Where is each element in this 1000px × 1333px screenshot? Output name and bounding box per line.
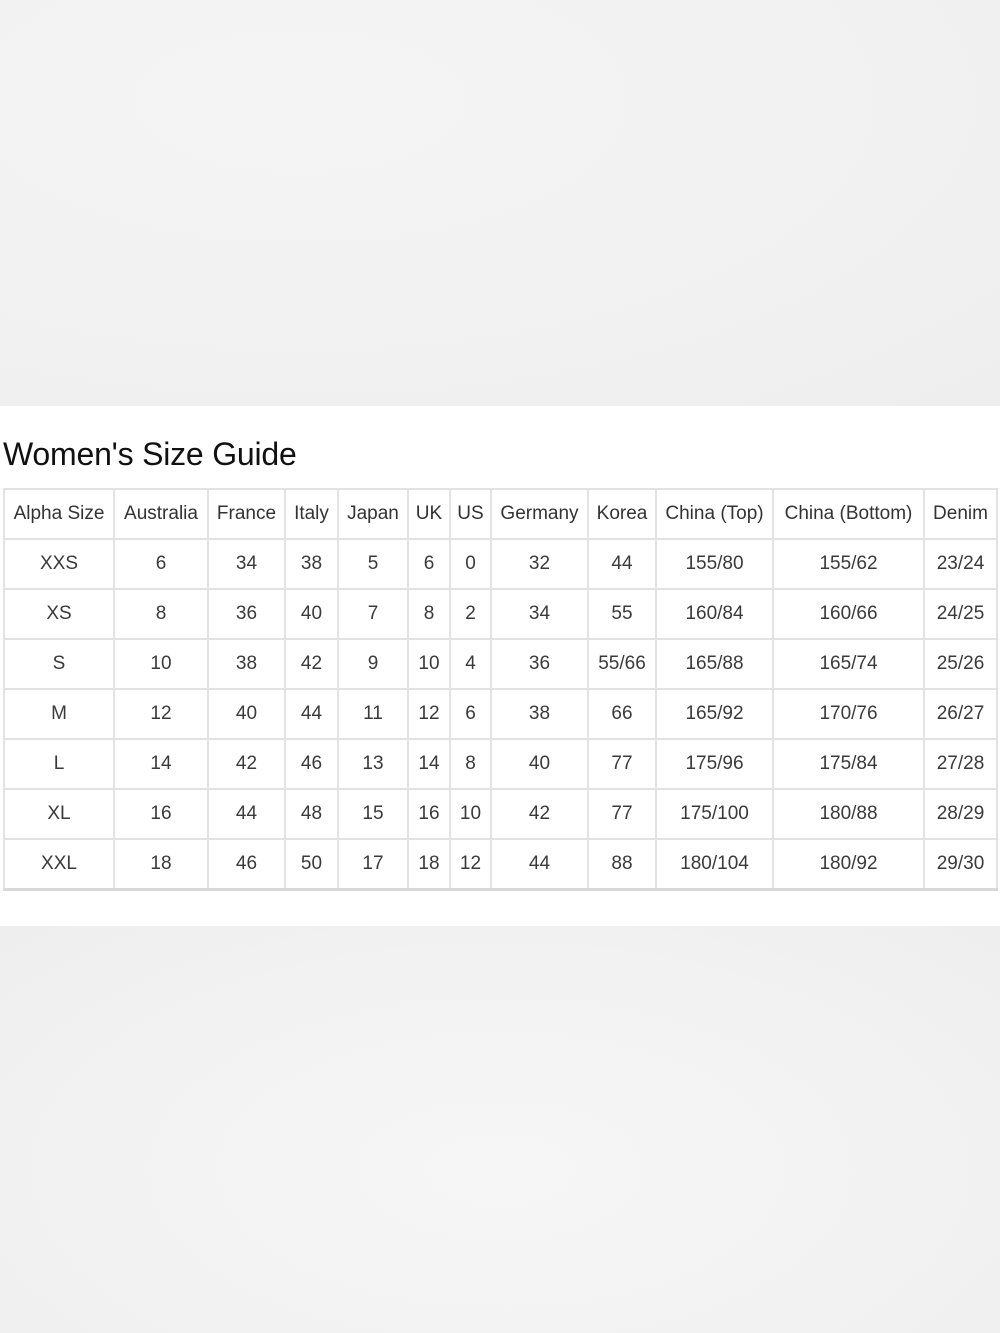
table-cell: 18 <box>114 839 208 890</box>
table-cell: 165/74 <box>773 639 924 689</box>
table-row <box>4 539 997 589</box>
table-cell: 16 <box>114 789 208 839</box>
table-cell: 180/88 <box>773 789 924 839</box>
table-cell: XL <box>4 789 114 839</box>
table-cell: 18 <box>408 839 450 890</box>
table-cell: L <box>4 739 114 789</box>
table-cell: 165/92 <box>656 689 773 739</box>
table-cell: 34 <box>208 539 285 589</box>
table-cell: 175/84 <box>773 739 924 789</box>
column-header-germany: Germany <box>491 489 588 539</box>
table-cell: 28/29 <box>924 789 997 839</box>
table-cell: 9 <box>338 639 408 689</box>
table-body <box>4 539 997 890</box>
table-row <box>4 689 997 739</box>
table-cell: 6 <box>450 689 491 739</box>
table-row <box>4 839 997 890</box>
table-header-row <box>4 489 997 539</box>
table-cell: 42 <box>208 739 285 789</box>
table-cell: 34 <box>491 589 588 639</box>
table-cell: 15 <box>338 789 408 839</box>
table-cell: 44 <box>208 789 285 839</box>
table-cell: 160/84 <box>656 589 773 639</box>
table-cell: 180/92 <box>773 839 924 890</box>
table-cell: 8 <box>450 739 491 789</box>
table-cell: 88 <box>588 839 656 890</box>
table-cell: 24/25 <box>924 589 997 639</box>
column-header-alpha-size: Alpha Size <box>4 489 114 539</box>
table-row <box>4 789 997 839</box>
table-cell: 77 <box>588 739 656 789</box>
table-cell: 38 <box>491 689 588 739</box>
table-cell: 42 <box>491 789 588 839</box>
bottom-background <box>0 926 1000 1333</box>
table-cell: 12 <box>450 839 491 890</box>
size-table <box>3 488 998 891</box>
table-cell: 23/24 <box>924 539 997 589</box>
table-cell: 25/26 <box>924 639 997 689</box>
page-title: Women's Size Guide <box>3 436 297 472</box>
table-cell: 13 <box>338 739 408 789</box>
table-cell: 40 <box>491 739 588 789</box>
table-cell: 27/28 <box>924 739 997 789</box>
table-cell: 44 <box>285 689 338 739</box>
table-cell: M <box>4 689 114 739</box>
table-cell: 40 <box>208 689 285 739</box>
table-cell: 14 <box>408 739 450 789</box>
column-header-france: France <box>208 489 285 539</box>
table-cell: 165/88 <box>656 639 773 689</box>
table-cell: 6 <box>114 539 208 589</box>
size-guide-card <box>0 406 1000 926</box>
table-cell: 12 <box>408 689 450 739</box>
table-cell: 55 <box>588 589 656 639</box>
table-cell: 5 <box>338 539 408 589</box>
table-cell: 48 <box>285 789 338 839</box>
table-cell: 10 <box>450 789 491 839</box>
column-header-china-bottom: China (Bottom) <box>773 489 924 539</box>
table-cell: 12 <box>114 689 208 739</box>
table-cell: 14 <box>114 739 208 789</box>
table-cell: 10 <box>408 639 450 689</box>
table-row <box>4 739 997 789</box>
table-cell: 36 <box>491 639 588 689</box>
table-cell: 38 <box>208 639 285 689</box>
table-cell: 2 <box>450 589 491 639</box>
table-cell: 46 <box>285 739 338 789</box>
top-background <box>0 0 1000 406</box>
table-cell: 44 <box>491 839 588 890</box>
table-cell: 11 <box>338 689 408 739</box>
table-cell: 50 <box>285 839 338 890</box>
table-cell: 155/80 <box>656 539 773 589</box>
column-header-uk: UK <box>408 489 450 539</box>
table-cell: 77 <box>588 789 656 839</box>
table-cell: XXL <box>4 839 114 890</box>
table-row <box>4 589 997 639</box>
column-header-japan: Japan <box>338 489 408 539</box>
table-cell: 55/66 <box>588 639 656 689</box>
table-cell: 6 <box>408 539 450 589</box>
table-cell: 46 <box>208 839 285 890</box>
table-cell: 175/96 <box>656 739 773 789</box>
table-cell: 66 <box>588 689 656 739</box>
table-cell: S <box>4 639 114 689</box>
table-cell: 180/104 <box>656 839 773 890</box>
column-header-denim: Denim <box>924 489 997 539</box>
table-cell: 8 <box>114 589 208 639</box>
table-cell: 26/27 <box>924 689 997 739</box>
table-cell: 4 <box>450 639 491 689</box>
table-cell: 170/76 <box>773 689 924 739</box>
table-cell: 38 <box>285 539 338 589</box>
table-cell: 42 <box>285 639 338 689</box>
table-row <box>4 639 997 689</box>
table-cell: 17 <box>338 839 408 890</box>
table-cell: 40 <box>285 589 338 639</box>
table-cell: 7 <box>338 589 408 639</box>
table-cell: 10 <box>114 639 208 689</box>
table-cell: 32 <box>491 539 588 589</box>
table-cell: 29/30 <box>924 839 997 890</box>
table-cell: 16 <box>408 789 450 839</box>
table-cell: 8 <box>408 589 450 639</box>
table-cell: XS <box>4 589 114 639</box>
column-header-australia: Australia <box>114 489 208 539</box>
table-cell: 160/66 <box>773 589 924 639</box>
table-cell: 0 <box>450 539 491 589</box>
table-cell: XXS <box>4 539 114 589</box>
column-header-china-top: China (Top) <box>656 489 773 539</box>
column-header-korea: Korea <box>588 489 656 539</box>
table-cell: 36 <box>208 589 285 639</box>
table-cell: 175/100 <box>656 789 773 839</box>
column-header-us: US <box>450 489 491 539</box>
table-cell: 44 <box>588 539 656 589</box>
column-header-italy: Italy <box>285 489 338 539</box>
table-cell: 155/62 <box>773 539 924 589</box>
